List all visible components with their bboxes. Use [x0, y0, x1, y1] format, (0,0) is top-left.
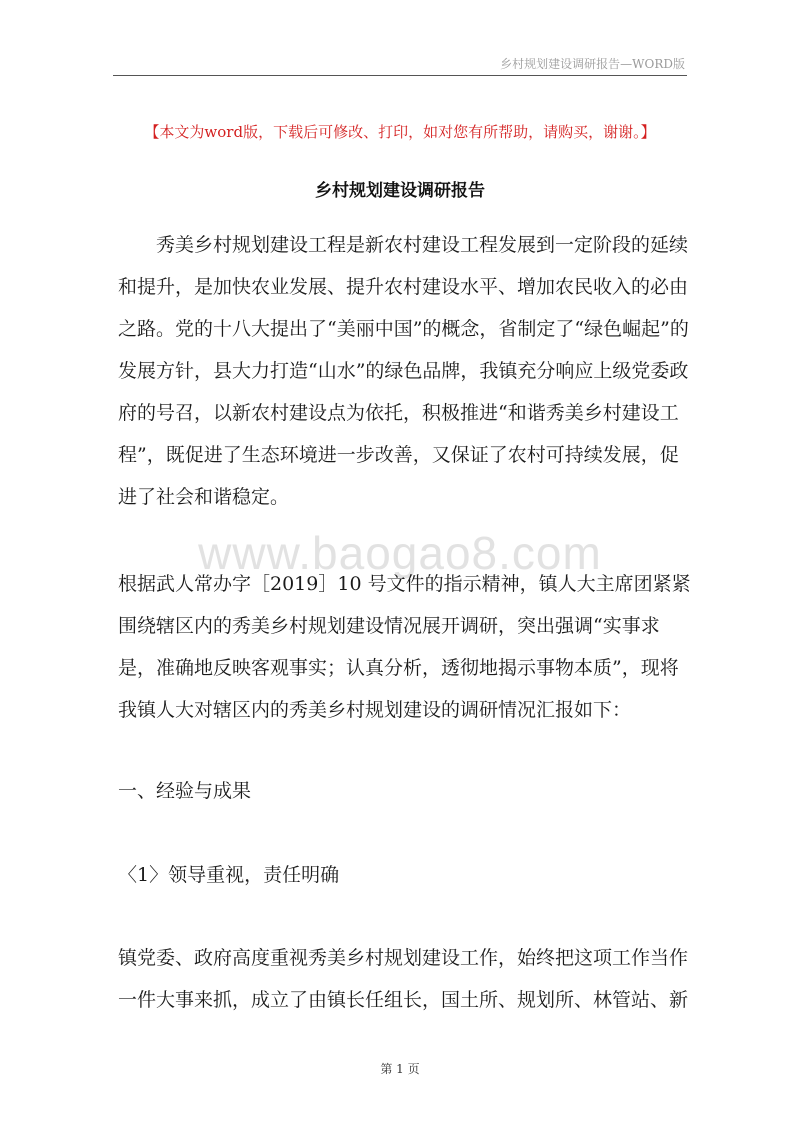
page-header-text: 乡村规划建设调研报告—WORD版 — [500, 57, 685, 71]
paragraph-basis: 根据武人常办字［2019］10 号文件的指示精神，镇人大主席团紧紧围绕辖区内的秀美乡村规划建设情况展开调研，突出强调“实事求是，准确地反映客观事实；认真分析，透彻地揭示事物本质”，现将我镇人大对辖区内的秀美乡村规划建设的调研情况汇报如下： — [118, 573, 691, 721]
page-number: 第 1 页 — [380, 1062, 420, 1076]
paragraph-intro: 秀美乡村规划建设工程是新农村建设工程发展到一定阶段的延续和提升，是加快农业发展、提升农村建设水平、增加农民收入的必由之路。党的十八大提出了“美丽中国”的概念，省制定了“绿色崛起”的发展方针，县大力打造“山水”的绿色品牌，我镇充分响应上级党委政府的号召，以新农村建设点为依托，积极推进“和谐秀美乡村建设工程”，既促进了生态环境进一步改善，又保证了农村可持续发展，促进了社会和谐稳定。 — [118, 234, 689, 508]
header-divider — [113, 75, 687, 76]
subsection-heading-1: 〈1〉领导重视，责任明确 — [118, 864, 340, 886]
watermark-text: www.baogao8.com — [198, 527, 602, 579]
document-title: 乡村规划建设调研报告 — [315, 181, 485, 201]
section-heading-1: 一、经验与成果 — [118, 780, 252, 802]
purchase-notice: 【本文为word版，下载后可修改、打印，如对您有所帮助，请购买，谢谢。】 — [144, 123, 656, 141]
paragraph-leadership: 镇党委、政府高度重视秀美乡村规划建设工作，始终把这项工作当作一件大事来抓，成立了由镇长任组长，国土所、规划所、林管站、新 — [118, 947, 689, 1011]
